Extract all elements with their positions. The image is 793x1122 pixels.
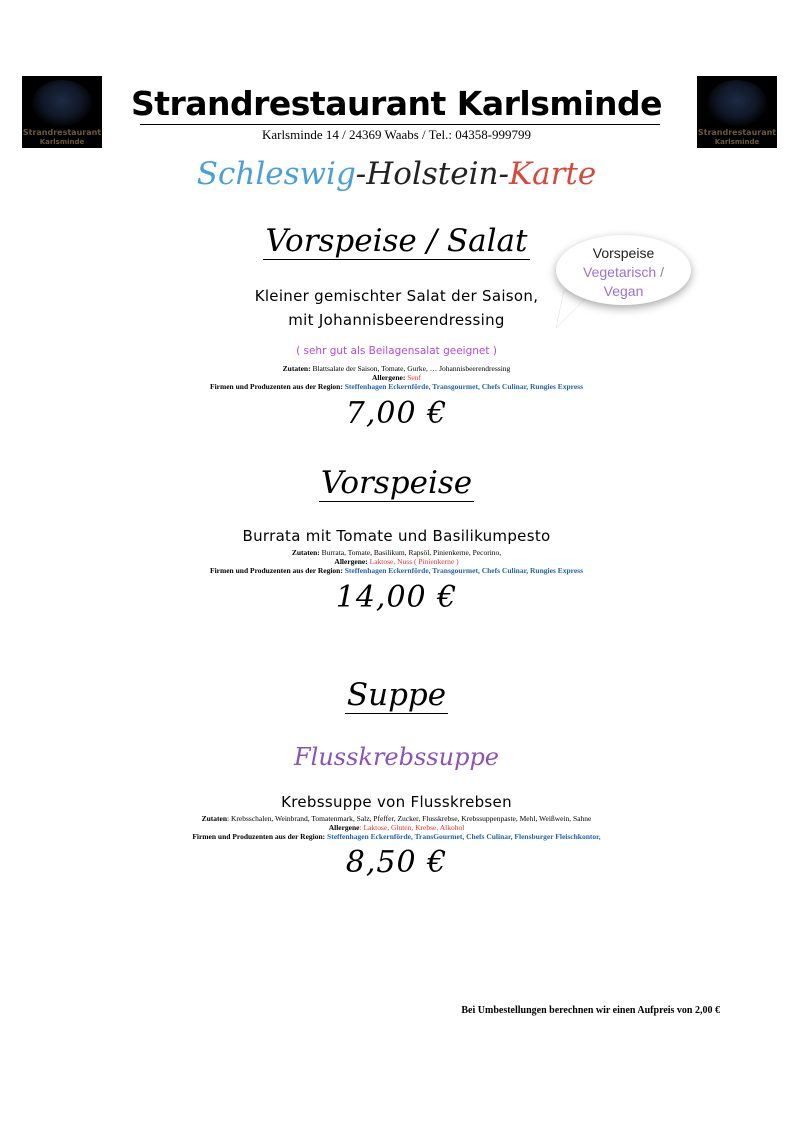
bubble-line1: Vorspeise: [592, 245, 655, 261]
section-heading: Suppe: [346, 677, 447, 713]
dish-ingredients: Zutaten: Burrata, Tomate, Basilikum, Rapsöl, Pinienkerne, Pecorino,: [291, 548, 502, 557]
region-title-part2: -Holstein-: [355, 156, 509, 192]
dish-ingredients: Zutaten: Krebsschalen, Weinbrand, Tomatenmark, Salz, Pfeffer, Zucker, Flusskrebse, Krebssuppenpaste, Mehl, Weißwein, Sahne: [201, 814, 592, 823]
dish-note: ( sehr gut als Beilagensalat geeignet ): [296, 345, 497, 357]
section-heading: Vorspeise / Salat: [265, 223, 528, 259]
dish-name-line1: Burrata mit Tomate und Basilikumpesto: [242, 527, 551, 545]
section-heading: Vorspeise: [320, 465, 473, 501]
dish-ingredients: Zutaten: Blattsalate der Saison, Tomate, Gurke, … Johannisbeerendressing: [282, 364, 511, 373]
dish-price: 8,50 €: [345, 845, 448, 880]
dish-allergens: Allergene: Laktose, Gluten, Krebse, Alkohol: [328, 823, 465, 832]
region-title-part1: Schleswig: [196, 156, 356, 192]
region-title-part3: Karte: [508, 156, 597, 192]
bubble-line2: Vegetarisch /: [583, 264, 664, 280]
logo-text-line1: Strandrestaurant: [22, 128, 102, 137]
logo-text-line2: Karlsminde: [714, 138, 760, 146]
surcharge-notice: Bei Umbestellungen berechnen wir einen Aufpreis von 2,00 €: [461, 1005, 720, 1016]
dish-price: 7,00 €: [345, 396, 448, 431]
dish-allergens: Allergene: Senf: [372, 373, 421, 382]
logo-text-line1: Strandrestaurant: [697, 128, 777, 137]
page-title: Strandrestaurant Karlsminde: [130, 84, 663, 123]
bubble-line3: Vegan: [603, 283, 644, 299]
dish-name-line2: mit Johannisbeerendressing: [288, 311, 505, 329]
menu-region-title: [0, 152, 793, 196]
dish-suppliers: Firmen und Produzenten aus der Region: Steffenhagen Eckernförde, TransGourmet, Chefs Culinar, Flensburger Fleischkontor,: [192, 832, 601, 841]
dish-suppliers: Firmen und Produzenten aus der Region: Steffenhagen Eckernförde, Transgourmet, Chefs Culinar, Rungies Express: [209, 566, 583, 575]
section-subtitle: Flusskrebssuppe: [293, 743, 500, 771]
logo-text-line2: Karlsminde: [39, 138, 85, 146]
restaurant-address: Karlsminde 14 / 24369 Waabs / Tel.: 04358-999799: [261, 127, 532, 142]
dish-name-line1: Krebssuppe von Flusskrebsen: [281, 793, 512, 811]
dish-price: 14,00 €: [335, 580, 458, 615]
dish-suppliers: Firmen und Produzenten aus der Region: Steffenhagen Eckernförde, Transgourmet, Chefs Culinar, Rungies Express: [209, 382, 583, 391]
title-underline: [140, 124, 660, 125]
dish-name-line1: Kleiner gemischter Salat der Saison,: [254, 287, 539, 305]
dish-allergens: Allergene: Laktose, Nuss ( Pinienkerne ): [334, 557, 459, 566]
